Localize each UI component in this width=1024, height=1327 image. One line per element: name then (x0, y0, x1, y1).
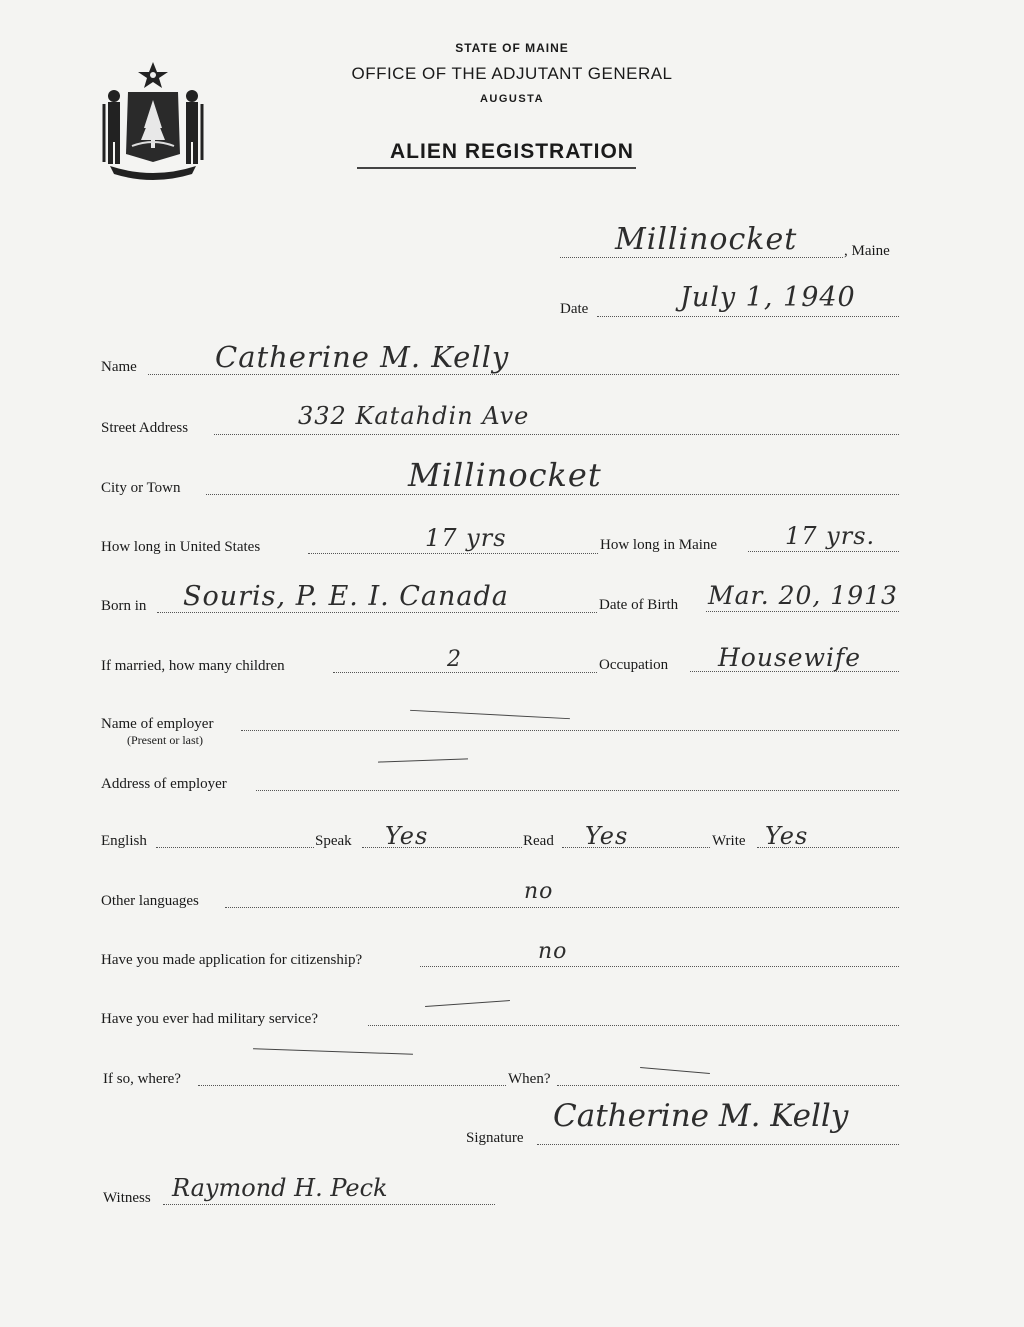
dob-line (706, 611, 899, 612)
location-value: Millinocket (615, 222, 798, 257)
english-line (156, 847, 314, 848)
employer-address-line (256, 790, 899, 791)
speak-value: Yes (385, 822, 429, 850)
when-dash-mark (640, 1067, 710, 1074)
street-value: 332 Katahdin Ave (298, 402, 530, 430)
born-line (157, 612, 597, 613)
us-years-line (308, 553, 598, 554)
children-value: 2 (447, 647, 462, 672)
city-line (206, 494, 899, 495)
born-value: Souris, P. E. I. Canada (183, 581, 509, 612)
read-value: Yes (585, 822, 629, 850)
date-label: Date (560, 301, 589, 317)
street-label: Street Address (101, 420, 189, 436)
occupation-label: Occupation (599, 657, 669, 673)
date-value: July 1, 1940 (680, 282, 856, 313)
street-line (214, 434, 899, 435)
header-city: AUGUSTA (479, 93, 545, 105)
signature-label: Signature (466, 1130, 524, 1146)
maine-years-value: 17 yrs. (785, 522, 876, 550)
city-label: City or Town (101, 480, 181, 496)
write-label: Write (712, 833, 746, 849)
witness-line (163, 1204, 495, 1205)
us-years-label: How long in United States (101, 539, 261, 555)
dob-value: Mar. 20, 1913 (708, 581, 898, 610)
dob-label: Date of Birth (599, 597, 679, 613)
form-title: ALIEN REGISTRATION (390, 140, 634, 163)
born-label: Born in (101, 598, 147, 614)
other-languages-line (225, 907, 899, 908)
witness-value: Raymond H. Peck (172, 1174, 388, 1202)
where-dash-mark (253, 1048, 413, 1055)
city-value: Millinocket (408, 456, 602, 494)
write-value: Yes (765, 822, 809, 850)
name-label: Name (101, 359, 137, 375)
children-label: If married, how many children (101, 658, 285, 674)
header-office: OFFICE OF THE ADJUTANT GENERAL (351, 64, 673, 83)
when-label: When? (508, 1071, 551, 1087)
where-label: If so, where? (103, 1071, 181, 1087)
title-underline (357, 167, 636, 169)
header-state: STATE OF MAINE (455, 41, 569, 55)
name-line (148, 374, 899, 375)
military-line (368, 1025, 899, 1026)
employer-address-label: Address of employer (101, 776, 227, 792)
employer-sublabel: (Present or last) (127, 733, 203, 747)
name-value: Catherine M. Kelly (215, 340, 510, 374)
date-line (597, 316, 899, 317)
signature-value: Catherine M. Kelly (553, 1098, 849, 1134)
other-languages-value: no (524, 879, 554, 904)
military-label: Have you ever had military service? (101, 1011, 318, 1027)
employer-label: Name of employer (101, 716, 214, 732)
children-line (333, 672, 597, 673)
maine-years-line (748, 551, 899, 552)
us-years-value: 17 yrs (425, 524, 507, 552)
speak-label: Speak (315, 833, 352, 849)
occupation-value: Housewife (718, 643, 862, 672)
employer-dash-mark (410, 710, 570, 719)
read-label: Read (523, 833, 554, 849)
citizenship-value: no (538, 939, 568, 964)
signature-line (537, 1144, 899, 1145)
employer-line (241, 730, 899, 731)
military-dash-mark (425, 1000, 510, 1007)
employer-address-dash-mark (378, 758, 468, 762)
when-line (557, 1085, 899, 1086)
english-label: English (101, 833, 147, 849)
location-line (560, 257, 843, 258)
citizenship-line (420, 966, 899, 967)
where-line (198, 1085, 506, 1086)
location-suffix: , Maine (844, 243, 890, 259)
other-languages-label: Other languages (101, 893, 199, 909)
citizenship-label: Have you made application for citizenship? (101, 952, 363, 968)
maine-years-label: How long in Maine (600, 537, 718, 553)
witness-label: Witness (103, 1190, 151, 1206)
